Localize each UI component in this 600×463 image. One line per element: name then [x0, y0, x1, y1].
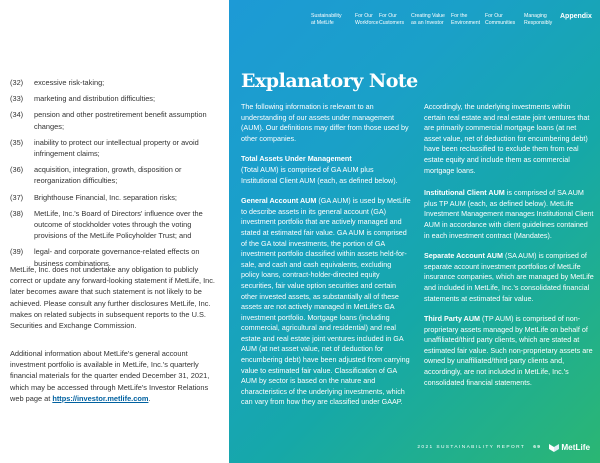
list-item-text: inability to protect our intellectual property or avoid infringement claims;: [34, 137, 199, 159]
nav-label: Workforce: [355, 20, 379, 26]
metlife-logo-icon: [549, 443, 559, 452]
investor-relations-link[interactable]: https://investor.metlife.com: [52, 393, 149, 403]
total-aum-heading: Total Assets Under Management: [241, 154, 352, 164]
list-item-number: (37): [10, 192, 24, 202]
report-title: 2021 SUSTAINABILITY REPORT: [417, 445, 526, 450]
list-item-number: (33): [10, 94, 24, 104]
disclaimer-paragraph: MetLife, Inc. does not undertake any obligation to publicly correct or update any forward-looking statement if MetLife, Inc. later becomes aware that such statement is not likely to be achieved. Please consult any further disclosures MetLife, Inc. makes on related subjects in subsequent reports to the U.S. Securities and Exchange Commission.: [10, 265, 215, 331]
investor-info-text: Additional information about MetLife's general account investment portfolio is available in MetLife, Inc.'s quarterly financial materials for the quarter ended December 31, 2021, which may be accessed through MetLife's Investor Relations web page at: [10, 349, 210, 403]
institutional-client-text: is comprised of SA AUM plus TP AUM (each, as defined below). MetLife Investment Management manages Institutional Client AUM in accordance with client guidelines contained in each investment contract (Mandates).: [424, 188, 594, 240]
list-item-text: pension and other postretirement benefit assumption changes;: [34, 110, 207, 131]
nav-appendix[interactable]: [560, 13, 600, 20]
list-item: [10, 208, 225, 242]
nav-label: For Our: [485, 13, 503, 19]
brand-name: MetLife: [561, 443, 590, 452]
top-navigation: [229, 13, 600, 35]
nav-label: Creating Value: [411, 13, 445, 19]
page-title: Explanatory Note: [241, 70, 418, 92]
nav-sustainability[interactable]: [311, 13, 357, 27]
third-party-text: (TP AUM) is comprised of non-proprietary assets managed by MetLife on behalf of unaffiliated/third party clients, which are stated at estimated fair value. Such non-proprietary assets are owned by unaffiliated/third-party clients and, accordingly, are not included in MetLife, Inc.'s consolidated financial statements.: [424, 314, 593, 387]
nav-label: For the: [451, 13, 468, 19]
nav-label: Environment: [451, 20, 481, 26]
left-panel: [0, 0, 229, 463]
third-party-paragraph: [424, 314, 594, 388]
general-account-text: (GA AUM) is used by MetLife to describe assets in its general account (GA) investment portfolio that are actively managed and stated at estimated fair value. GA AUM is comprised of the GA total investments, the portion of GA investment portfolio classified within assets held-for-sale, and cash and cash equivalents, excluding policy loans, contract-holder-directed equity securities, fair value option securities and certain other invested assets, as substantially all of these assets are not actively managed in MetLife's GA investment portfolio. Mortgage loans (including commercial, agricultural and residential) and real estate and real estate joint ventures included in GA AUM (at net asset value, net of deduction for encumbering debt) have been adjusted from carrying value to estimated fair value. Classification of GA AUM by sector is based on the nature and characteristics of the underlying investments, which can vary from how they are classified under GAAP.: [241, 196, 411, 407]
risk-factor-list: [10, 77, 225, 274]
list-item-text: acquisition, integration, growth, disposition or reorganization difficulties;: [34, 165, 182, 186]
list-item-text: marketing and distribution difficulties;: [34, 94, 156, 104]
separate-account-text: (SA AUM) is comprised of separate account investment portfolios of MetLife insurance companies, which are managed by MetLife and included in MetLife, Inc.'s consolidated financial statements at estimated fair value.: [424, 251, 594, 303]
list-item-text: legal- and corporate governance-related effects on business combinations.: [34, 247, 200, 268]
list-item-number: (38): [10, 208, 24, 218]
total-aum-paragraph: [241, 154, 411, 186]
third-party-heading: Third Party AUM: [424, 314, 481, 324]
list-item: [10, 164, 225, 186]
metlife-logo: [549, 443, 590, 452]
separate-account-paragraph: [424, 251, 594, 304]
separate-account-heading: Separate Account AUM: [424, 251, 503, 261]
investor-info-paragraph: [10, 348, 222, 404]
intro-paragraph: The following information is relevant to an understanding of our assets under management (AUM). Our definitions may differ from those used by other companies.: [241, 102, 409, 143]
general-account-heading: General Account AUM: [241, 196, 317, 206]
general-account-paragraph: [241, 196, 411, 408]
list-item: [10, 109, 225, 131]
page-number: 69: [533, 445, 542, 450]
reclassification-paragraph: Accordingly, the underlying investments within certain real estate and real estate joint ventures that are primarily commercial mortgage loans (at net asset value, net of deduction for encumbering debt) have been reclassified to exclude them from real estate equity and include them as commercial mortgage loans.: [424, 102, 590, 175]
nav-label: Customers: [379, 20, 405, 26]
nav-label: For Our: [379, 13, 397, 19]
institutional-client-heading: Institutional Client AUM: [424, 188, 505, 198]
nav-label: Communities: [485, 20, 516, 26]
page-footer: [417, 443, 590, 452]
list-item: [10, 137, 225, 159]
investor-info-end: .: [148, 393, 151, 403]
nav-label: For Our: [355, 13, 373, 19]
nav-label: Managing: [524, 13, 547, 19]
list-item-number: (35): [10, 137, 24, 147]
list-item-number: (34): [10, 110, 24, 120]
nav-label: Responsibly: [524, 20, 553, 26]
list-item-text: excessive risk-taking;: [34, 78, 105, 87]
list-item-number: (32): [10, 78, 24, 87]
nav-label: as an Investor: [411, 20, 444, 26]
list-item-text: MetLife, Inc.'s Board of Directors' influence over the outcome of stockholder votes through the voting provisions of the MetLife Policyholder Trust; and: [34, 208, 203, 241]
institutional-client-paragraph: [424, 188, 594, 241]
list-item: [10, 192, 225, 203]
column-one: [241, 102, 411, 418]
nav-label: Appendix: [560, 13, 592, 20]
nav-label: Sustainability: [311, 13, 342, 19]
list-item-number: (39): [10, 247, 24, 257]
column-two: [424, 102, 594, 398]
list-item-number: (36): [10, 165, 24, 175]
total-aum-text: (Total AUM) is comprised of GA AUM plus Institutional Client AUM (each, as defined below).: [241, 164, 398, 185]
list-item-text: Brighthouse Financial, Inc. separation risks;: [34, 192, 177, 202]
list-item: [10, 93, 225, 104]
list-item: [10, 77, 225, 88]
nav-label: at MetLife: [311, 20, 334, 26]
right-panel: [229, 0, 600, 463]
